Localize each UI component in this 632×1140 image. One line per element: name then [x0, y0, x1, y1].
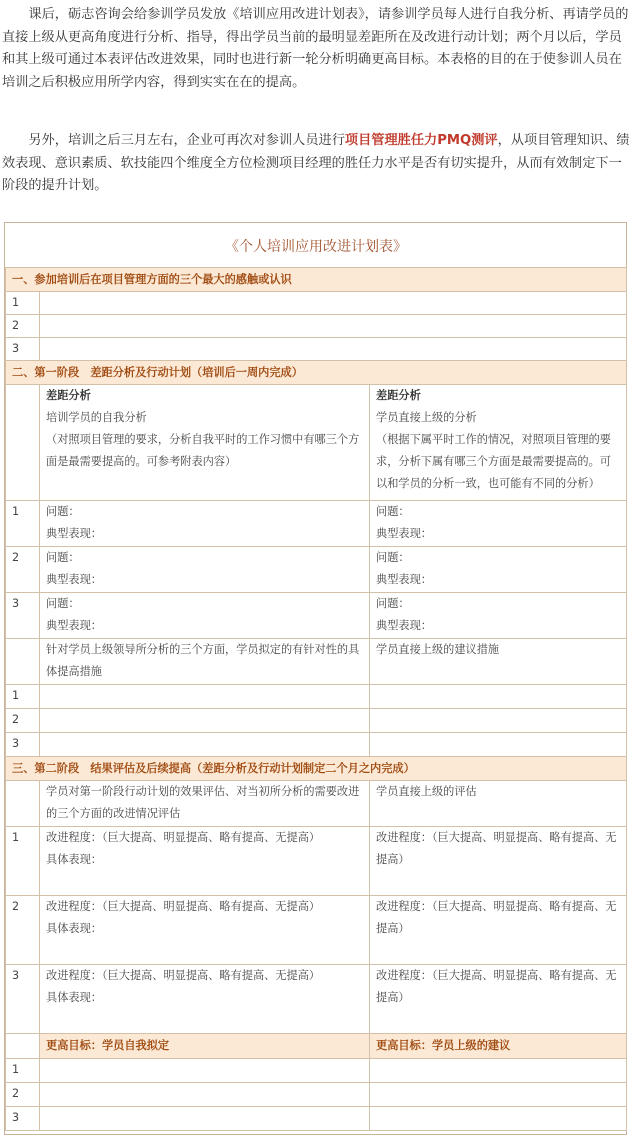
table-row: 1 [6, 1059, 627, 1083]
table-row: 3 [6, 733, 627, 757]
problem-cell[interactable]: 问题： 典型表现： [370, 547, 627, 593]
empty-cell[interactable] [370, 1083, 627, 1107]
self-analysis-cell: 差距分析 培训学员的自我分析 （对照项目管理的要求，分析自我平时的工作习惯中有哪三个方面是最需要提高的。可参考附表内容） [40, 385, 370, 501]
degree-cell[interactable]: 改进程度：（巨大提高、明显提高、略有提高、无提高） 具体表现： [40, 965, 370, 1034]
problem-cell[interactable]: 问题： 典型表现： [40, 593, 370, 639]
intro-text-2: 另外，培训之后三月左右，企业可再次对参训人员进行项目管理胜任力PMQ测评，从项目管理知识、绩效表现、意识素质、软技能四个维度全方位检测项目经理的胜任力水平是否有切实提升，从而有效制定下一阶段的提升计划。 [2, 133, 630, 194]
degree-cell[interactable]: 改进程度：（巨大提高、明显提高、略有提高、无提高） [370, 896, 627, 965]
supervisor-analysis-cell: 差距分析 学员直接上级的分析 （根据下属平时工作的情况，对照项目管理的要求，分析下属有哪三个方面是最需要提高的。可以和学员的分析一致，也可能有不同的分析） [370, 385, 627, 501]
measures-self-cell: 针对学员上级领导所分析的三个方面，学员拟定的有针对性的具体提高措施 [40, 639, 370, 685]
section-1-header: 一、参加培训后在项目管理方面的三个最大的感触或认识 [6, 268, 627, 292]
section-2-header: 二、第一阶段 差距分析及行动计划（培训后一周内完成） [6, 361, 627, 385]
table-row: 1 问题： 典型表现： 问题： 典型表现： [6, 501, 627, 547]
table-row: 3 改进程度：（巨大提高、明显提高、略有提高、无提高） 具体表现： 改进程度：（巨大提高、明显提高、略有提高、无提高） [6, 965, 627, 1034]
problem-cell[interactable]: 问题： 典型表现： [40, 501, 370, 547]
empty-cell[interactable] [40, 292, 627, 315]
evaluation-header-row [6, 781, 627, 827]
evaluation-supervisor-cell: 学员直接上级的评估 [370, 781, 627, 827]
table-row: 3 [6, 338, 627, 361]
empty-cell[interactable] [40, 1083, 370, 1107]
empty-cell[interactable] [370, 1107, 627, 1131]
table-row: 1 [6, 292, 627, 315]
measures-header-row [6, 639, 627, 685]
empty-cell[interactable] [40, 338, 627, 361]
intro-paragraph-2 [2, 130, 630, 198]
evaluation-self-cell: 学员对第一阶段行动计划的效果评估、对当初所分析的需要改进的三个方面的改进情况评估 [40, 781, 370, 827]
table-row: 2 问题： 典型表现： 问题： 典型表现： [6, 547, 627, 593]
problem-cell[interactable]: 问题： 典型表现： [370, 593, 627, 639]
problem-cell[interactable]: 问题： 典型表现： [370, 501, 627, 547]
table-row: 1 [6, 685, 627, 709]
empty-cell[interactable] [40, 1059, 370, 1083]
pmq-highlight: 项目管理胜任力PMQ测评 [344, 133, 498, 148]
empty-cell[interactable] [40, 1107, 370, 1131]
gap-analysis-header-row [6, 385, 627, 501]
table-row: 2 [6, 1083, 627, 1107]
section-3-header: 三、第二阶段 结果评估及后续提高（差距分析及行动计划制定二个月之内完成） [6, 757, 627, 781]
empty-cell[interactable] [40, 709, 370, 733]
table-row: 2 [6, 709, 627, 733]
table-row: 3 问题： 典型表现： 问题： 典型表现： [6, 593, 627, 639]
degree-cell[interactable]: 改进程度：（巨大提高、明显提高、略有提高、无提高） [370, 827, 627, 896]
empty-cell[interactable] [40, 685, 370, 709]
goal-supervisor-cell: 更高目标：学员上级的建议 [370, 1034, 627, 1059]
problem-cell[interactable]: 问题： 典型表现： [40, 547, 370, 593]
empty-cell[interactable] [370, 685, 627, 709]
goal-self-cell: 更高目标：学员自我拟定 [40, 1034, 370, 1059]
empty-cell[interactable] [40, 733, 370, 757]
degree-cell[interactable]: 改进程度：（巨大提高、明显提高、略有提高、无提高） 具体表现： [40, 827, 370, 896]
empty-cell[interactable] [370, 733, 627, 757]
intro-paragraph-1 [2, 4, 630, 94]
table-row: 2 改进程度：（巨大提高、明显提高、略有提高、无提高） 具体表现： 改进程度：（巨大提高、明显提高、略有提高、无提高） [6, 896, 627, 965]
degree-cell[interactable]: 改进程度：（巨大提高、明显提高、略有提高、无提高） 具体表现： [40, 896, 370, 965]
table-row: 2 [6, 315, 627, 338]
goal-header-row [6, 1034, 627, 1059]
measures-supervisor-cell: 学员直接上级的建议措施 [370, 639, 627, 685]
intro-text-1: 课后，砺志咨询会给参训学员发放《培训应用改进计划表》，请参训学员每人进行自我分析、再请学员的直接上级从更高角度进行分析、指导，得出学员当前的最明显差距所在及改进行动计划；两个月以后，学员和其上级可通过本表评估改进效果，同时也进行新一轮分析明确更高目标。本表格的目的在于使参训人员在培训之后积极应用所学内容，得到实实在在的提高。 [2, 7, 629, 90]
table-row: 3 [6, 1107, 627, 1131]
degree-cell[interactable]: 改进程度：（巨大提高、明显提高、略有提高、无提高） [370, 965, 627, 1034]
empty-cell[interactable] [370, 1059, 627, 1083]
empty-cell[interactable] [40, 315, 627, 338]
empty-cell[interactable] [370, 709, 627, 733]
improvement-plan-table [5, 267, 627, 1131]
form-title: 《个人培训应用改进计划表》 [225, 239, 407, 255]
table-row: 1 改进程度：（巨大提高、明显提高、略有提高、无提高） 具体表现： 改进程度：（巨大提高、明显提高、略有提高、无提高） [6, 827, 627, 896]
